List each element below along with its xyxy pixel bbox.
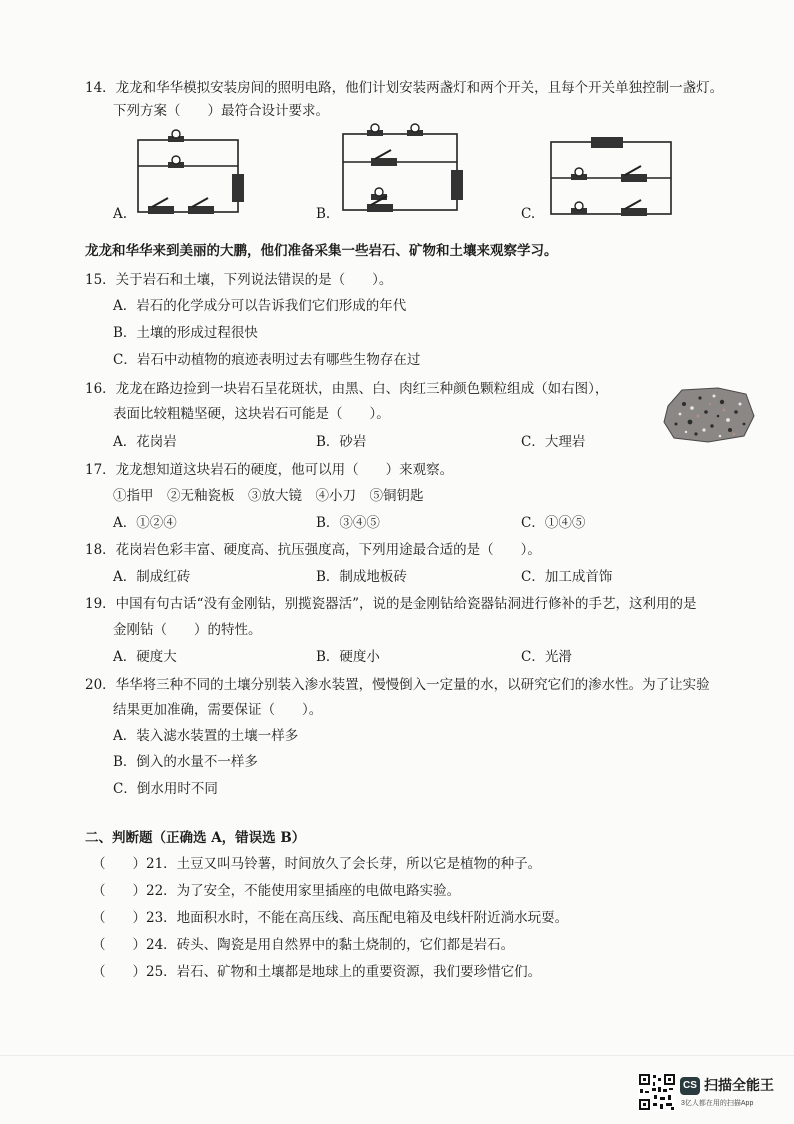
q14-option-b[interactable]: B.: [316, 206, 331, 222]
judgement-item-24[interactable]: （ ）24．砖头、陶瓷是用自然界中的黏土烧制的，它们都是岩石。: [92, 937, 515, 953]
q16-option-c[interactable]: C．大理岩: [521, 434, 586, 450]
qr-code-icon: [638, 1073, 676, 1111]
q19-option-c[interactable]: C．光滑: [521, 649, 572, 665]
q16-option-a[interactable]: A．花岗岩: [113, 434, 177, 450]
switch-icon: [621, 200, 647, 216]
camscanner-name: 扫描全能王: [704, 1077, 774, 1093]
judgement-item-21[interactable]: （ ）21．土豆又叫马铃薯，时间放久了会长芽，所以它是植物的种子。: [92, 856, 542, 872]
q19-line2: 金刚钻（ ）的特性。: [113, 622, 262, 638]
q17-option-b[interactable]: B．③④⑤: [316, 515, 380, 531]
page-divider: [0, 1055, 794, 1056]
q14-option-c[interactable]: C.: [521, 206, 536, 222]
q20-line2: 结果更加准确，需要保证（ ）。: [113, 702, 323, 718]
q17-option-a[interactable]: A．①②④: [113, 515, 177, 531]
camscanner-logo: CS: [680, 1077, 700, 1095]
circuit-diagram-a: [132, 128, 247, 220]
q18-option-b[interactable]: B．制成地板砖: [316, 569, 407, 585]
q16-option-b[interactable]: B．砂岩: [316, 434, 367, 450]
section-intro: 龙龙和华华来到美丽的大鹏，他们准备采集一些岩石、矿物和土壤来观察学习。: [85, 243, 558, 259]
q19-line1: 19．中国有句古话“没有金刚钻，别揽瓷器活”，说的是金刚钻给瓷器钻洞进行修补的手艺，这利用的是: [85, 596, 697, 612]
switch-icon: [188, 198, 214, 214]
switch-icon: [371, 150, 397, 166]
q14-line1: 14．龙龙和华华模拟安装房间的照明电路，他们计划安装两盏灯和两个开关，且每个开关单独控制一盏灯。: [85, 80, 724, 96]
q18-stem: 18．花岗岩色彩丰富、硬度高、抗压强度高，下列用途最合适的是（ ）。: [85, 542, 541, 558]
judgement-item-25[interactable]: （ ）25．岩石、矿物和土壤都是地球上的重要资源，我们要珍惜它们。: [92, 964, 542, 980]
q17-items: ①指甲 ②无釉瓷板 ③放大镜 ④小刀 ⑤铜钥匙: [113, 488, 424, 504]
q20-option-b[interactable]: B．倒入的水量不一样多: [113, 754, 258, 770]
q15-option-b[interactable]: B．土壤的形成过程很快: [113, 325, 258, 341]
switch-icon: [621, 166, 647, 182]
bulb-icon: [168, 130, 184, 142]
battery-icon: [451, 170, 463, 200]
q14-line2: 下列方案（ ）最符合设计要求。: [113, 103, 329, 119]
q14-option-a[interactable]: A.: [113, 206, 128, 222]
judgement-item-22[interactable]: （ ）22．为了安全，不能使用家里插座的电做电路实验。: [92, 883, 461, 899]
q19-option-b[interactable]: B．硬度小: [316, 649, 380, 665]
battery-icon: [232, 174, 244, 202]
bulb-icon: [571, 202, 587, 214]
granite-rock-image: [660, 384, 756, 444]
judgement-item-23[interactable]: （ ）23．地面积水时，不能在高压线、高压配电箱及电线杆附近淌水玩耍。: [92, 910, 569, 926]
q16-line1: 16．龙龙在路边捡到一块岩石呈花斑状，由黑、白、肉红三种颜色颗粒组成（如右图），: [85, 381, 609, 397]
circuit-diagram-c: [545, 132, 680, 218]
q18-option-a[interactable]: A．制成红砖: [113, 569, 191, 585]
section2-title: 二、判断题（正确选 A，错误选 B）: [85, 830, 306, 846]
bulb-icon: [168, 156, 184, 168]
q15-option-a[interactable]: A．岩石的化学成分可以告诉我们它们形成的年代: [113, 298, 407, 314]
q20-option-c[interactable]: C．倒水用时不同: [113, 781, 218, 797]
q20-line1: 20．华华将三种不同的土壤分别装入渗水装置，慢慢倒入一定量的水，以研究它们的渗水性。为了让实验: [85, 677, 710, 693]
bulb-icon: [571, 168, 587, 180]
q17-option-c[interactable]: C．①④⑤: [521, 515, 586, 531]
camscanner-tagline: 3亿人都在用的扫描App: [681, 1100, 754, 1107]
switch-icon: [148, 198, 174, 214]
circuit-diagram-b: [337, 122, 467, 218]
q19-option-a[interactable]: A．硬度大: [113, 649, 177, 665]
q15-option-c[interactable]: C．岩石中动植物的痕迹表明过去有哪些生物存在过: [113, 352, 421, 368]
q17-stem: 17．龙龙想知道这块岩石的硬度，他可以用（ ）来观察。: [85, 462, 454, 478]
q18-option-c[interactable]: C．加工成首饰: [521, 569, 613, 585]
q15-stem: 15．关于岩石和土壤，下列说法错误的是（ ）。: [85, 272, 393, 288]
bulb-icon: [407, 124, 423, 136]
bulb-icon: [367, 124, 383, 136]
q20-option-a[interactable]: A．装入滤水装置的土壤一样多: [113, 728, 299, 744]
q16-line2: 表面比较粗糙坚硬，这块岩石可能是（ ）。: [113, 406, 390, 422]
battery-icon: [591, 137, 623, 148]
